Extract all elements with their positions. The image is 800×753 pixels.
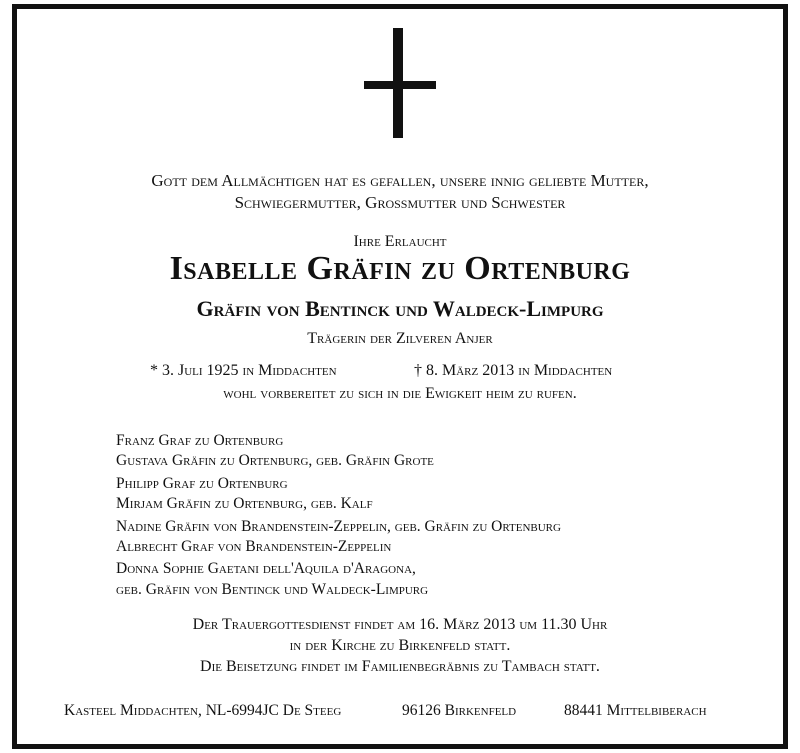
family-member: Mirjam Gräfin zu Ortenburg, geb. Kalf: [116, 495, 373, 513]
intro-text: [0, 170, 800, 214]
family-list: [116, 431, 561, 600]
address-mittelbiberach: 88441 Mittelbiberach: [564, 702, 707, 719]
address-middachten: Kasteel Middachten, NL-6994JC De Steeg: [64, 702, 342, 719]
service-line-3: Die Beisetzung findet im Familienbegräbnis zu Tambach statt.: [200, 658, 600, 675]
cross-icon: [364, 28, 436, 138]
family-member: Nadine Gräfin von Brandenstein-Zeppelin, geb. Gräfin zu Ortenburg: [116, 517, 561, 535]
deceased-name: Isabelle Gräfin zu Ortenburg: [169, 250, 631, 287]
service-line-1: Der Trauergottesdienst findet am 16. März 2013 um 11.30 Uhr: [192, 616, 608, 633]
family-member: Gustava Gräfin zu Ortenburg, geb. Gräfin Grote: [116, 452, 434, 470]
family-member: Donna Sophie Gaetani dell'Aquila d'Aragona,: [116, 560, 416, 578]
title-prefix: Ihre Erlaucht: [353, 233, 447, 250]
family-member: geb. Gräfin von Bentinck und Waldeck-Limpurg: [116, 580, 429, 598]
birth-date: * 3. Juli 1925 in Middachten: [150, 362, 337, 379]
family-member: Albrecht Graf von Brandenstein-Zeppelin: [116, 538, 392, 556]
death-date: † 8. März 2013 in Middachten: [414, 362, 613, 379]
address-birkenfeld: 96126 Birkenfeld: [402, 702, 517, 719]
closing-line: wohl vorbereitet zu sich in die Ewigkeit heim zu rufen.: [223, 385, 577, 402]
intro-line-1: Gott dem Allmächtigen hat es gefallen, unsere innig geliebte Mutter,: [151, 171, 649, 190]
family-member: Philipp Graf zu Ortenburg: [116, 474, 288, 492]
deceased-subname: Gräfin von Bentinck und Waldeck-Limpurg: [196, 296, 604, 321]
intro-line-2: Schwiegermutter, Grossmutter und Schwester: [234, 193, 566, 212]
service-info: [0, 614, 800, 677]
honor-line: Trägerin der Zilveren Anjer: [307, 330, 493, 347]
family-member: Franz Graf zu Ortenburg: [116, 432, 284, 449]
service-line-2: in der Kirche zu Birkenfeld statt.: [289, 637, 511, 654]
